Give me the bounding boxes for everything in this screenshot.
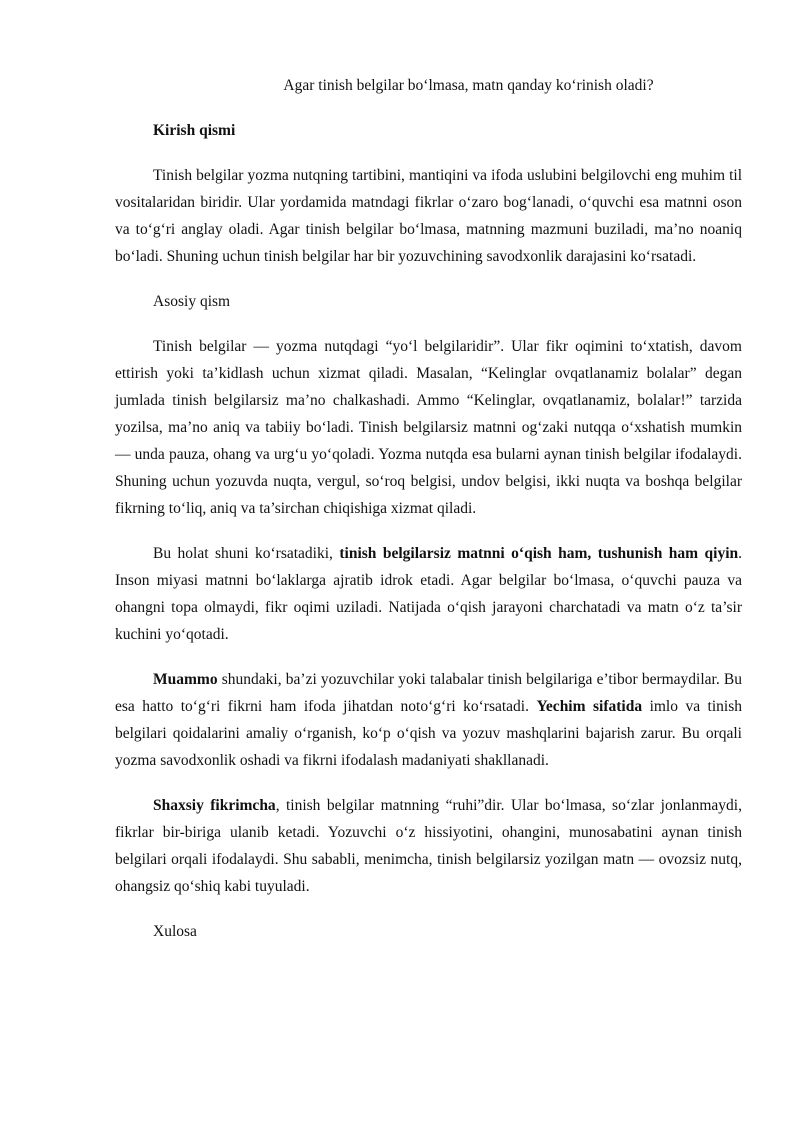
intro-paragraph: Tinish belgilar yozma nutqning tartibini, mantiqini va ifoda uslubini belgilovchi eng muhim til vositalaridan biridir. Ular yordamida matndagi fikrlar o‘zaro bog‘lanadi, o‘quvchi esa matnni oson va to‘g‘ri anglay oladi. Agar tinish belgilar bo‘lmasa, matnning mazmuni buziladi, ma’no noaniq bo‘ladi. Shuning uchun tinish belgilar har bir yozuvchining savodxonlik darajasini ko‘rsatadi. (115, 167, 742, 265)
paragraph-text: . Inson miyasi matnni bo‘laklarga ajratib idrok etadi. Agar belgilar bo‘lmasa, o‘quvchi pauza va ohangni topa olmaydi, fikr oqimi uziladi. Natijada o‘qish jarayoni charchatadi va matn o‘z ta’sir kuchini yo‘qotadi. (115, 545, 742, 643)
main-paragraph-1: Tinish belgilar — yozma nutqdagi “yo‘l belgilaridir”. Ular fikr oqimini to‘xtatish, davom ettirish yoki ta’kidlash uchun xizmat qiladi. Masalan, “Kelinglar ovqatlanamiz bolalar” degan jumlada tinish belgilarsiz ma’no chalkashadi. Ammo “Kelinglar, ovqatlanamiz, bolalar!” tarzida yozilsa, ma’no aniq va tabiiy bo‘ladi. Tinish belgilarsiz matnni og‘zaki nutqqa o‘xshatish mumkin — unda pauza, ohang va urg‘u yo‘qoladi. Yozma nutqda esa bularni aynan tinish belgilar ifodalaydi. Shuning uchun yozuvda nuqta, vergul, so‘roq belgisi, undov belgisi, ikki nuqta va boshqa belgilar fikrning to‘liq, aniq va ta’sirchan chiqishiga xizmat qiladi. (115, 338, 742, 517)
main-paragraph-2 (115, 540, 742, 648)
section-heading-conclusion: Xulosa (153, 923, 197, 940)
emphasis-text: tinish belgilarsiz matnni o‘qish ham, tushunish ham qiyin (339, 545, 739, 562)
main-paragraph-4 (115, 792, 742, 900)
document-title: Agar tinish belgilar bo‘lmasa, matn qanday ko‘rinish oladi? (283, 77, 654, 94)
main-paragraph-3 (115, 666, 742, 774)
paragraph-text: , tinish belgilar matnning “ruhi”dir. Ular bo‘lmasa, so‘zlar jonlanmaydi, fikrlar bir-biriga ulanib ketadi. Yozuvchi o‘z hissiyotini, ohangini, munosabatini aynan tinish belgilari orqali ifodalaydi. Shu sababli, menimcha, tinish belgilarsiz yozilgan matn — ovozsiz nutq, ohangsiz qo‘shiq kabi tuyuladi. (115, 797, 742, 895)
document-page (115, 72, 742, 963)
section-heading-intro: Kirish qismi (153, 122, 236, 139)
emphasis-text-opinion: Shaxsiy fikrimcha (153, 797, 276, 814)
emphasis-text-problem: Muammo (153, 671, 218, 688)
emphasis-text-solution: Yechim sifatida (536, 698, 643, 715)
paragraph-text: Bu holat shuni ko‘rsatadiki, (153, 545, 340, 562)
paragraph-text: shundaki, ba’zi yozuvchilar yoki talabalar tinish belgilariga e’tibor bermaydilar. Bu esa hatto to‘g‘ri fikrni ham ifoda jihatdan noto‘g‘ri ko‘rsatadi. (115, 671, 742, 715)
section-heading-main: Asosiy qism (153, 293, 231, 310)
paragraph-text: imlo va tinish belgilari qoidalarini amaliy o‘rganish, ko‘p o‘qish va yozuv mashqlarini bajarish zarur. Bu orqali yozma savodxonlik oshadi va fikrni ifodalash madaniyati shakllanadi. (115, 698, 742, 769)
